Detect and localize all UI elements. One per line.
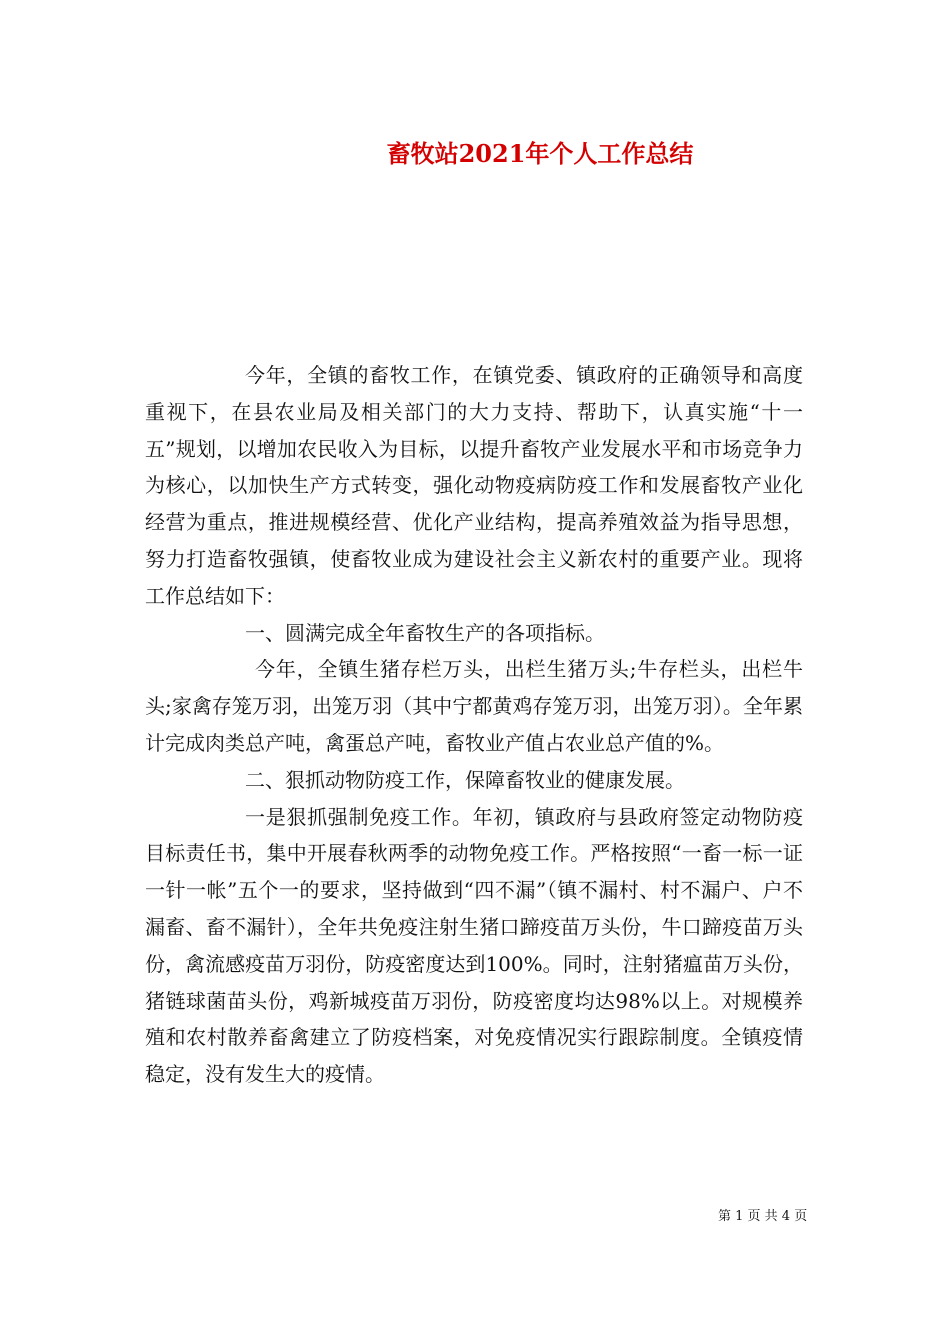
document-body <box>145 357 803 1093</box>
section-heading-1: 一、圆满完成全年畜牧生产的各项指标。 <box>245 620 605 645</box>
paragraph-intro: 今年，全镇的畜牧工作，在镇党委、镇政府的正确领导和高度重视下，在县农业局及相关部门的大力支持、帮助下，认真实施“十一五”规划，以增加农民收入为目标，以提升畜牧产业发展水平和市场竞争力为核心，以加快生产方式转变，强化动物疫病防疫工作和发展畜牧产业化经营为重点，推进规模经营、优化产业结构，提高养殖效益为指导思想，努力打造畜牧强镇，使畜牧业成为建设社会主义新农村的重要产业。现将工作总结如下： <box>145 363 803 608</box>
document-title: 畜牧站2021年个人工作总结 <box>386 139 694 168</box>
section-heading-2: 二、狠抓动物防疫工作，保障畜牧业的健康发展。 <box>245 767 685 792</box>
paragraph-production: 今年，全镇生猪存栏万头，出栏生猪万头;牛存栏头，出栏牛头;家禽存笼万羽，出笼万羽（其中宁都黄鸡存笼万羽，出笼万羽）。全年累计完成肉类总产吨，禽蛋总产吨，畜牧业产值占农业总产值的%。 <box>145 657 803 755</box>
paragraph-immunization: 一是狠抓强制免疫工作。年初，镇政府与县政府签定动物防疫目标责任书，集中开展春秋两季的动物免疫工作。严格按照“一畜一标一证一针一帐”五个一的要求，坚持做到“四不漏”（镇不漏村、村不漏户、户不漏畜、畜不漏针），全年共免疫注射生猪口蹄疫苗万头份，牛口蹄疫苗万头份，禽流感疫苗万羽份，防疫密度达到100%。同时，注射猪瘟苗万头份，猪链球菌苗头份，鸡新城疫苗万羽份，防疫密度均达98%以上。对规模养殖和农村散养畜禽建立了防疫档案，对免疫情况实行跟踪制度。全镇疫情稳定，没有发生大的疫情。 <box>145 804 803 1087</box>
page-number-footer: 第 1 页 共 4 页 <box>718 1209 808 1224</box>
